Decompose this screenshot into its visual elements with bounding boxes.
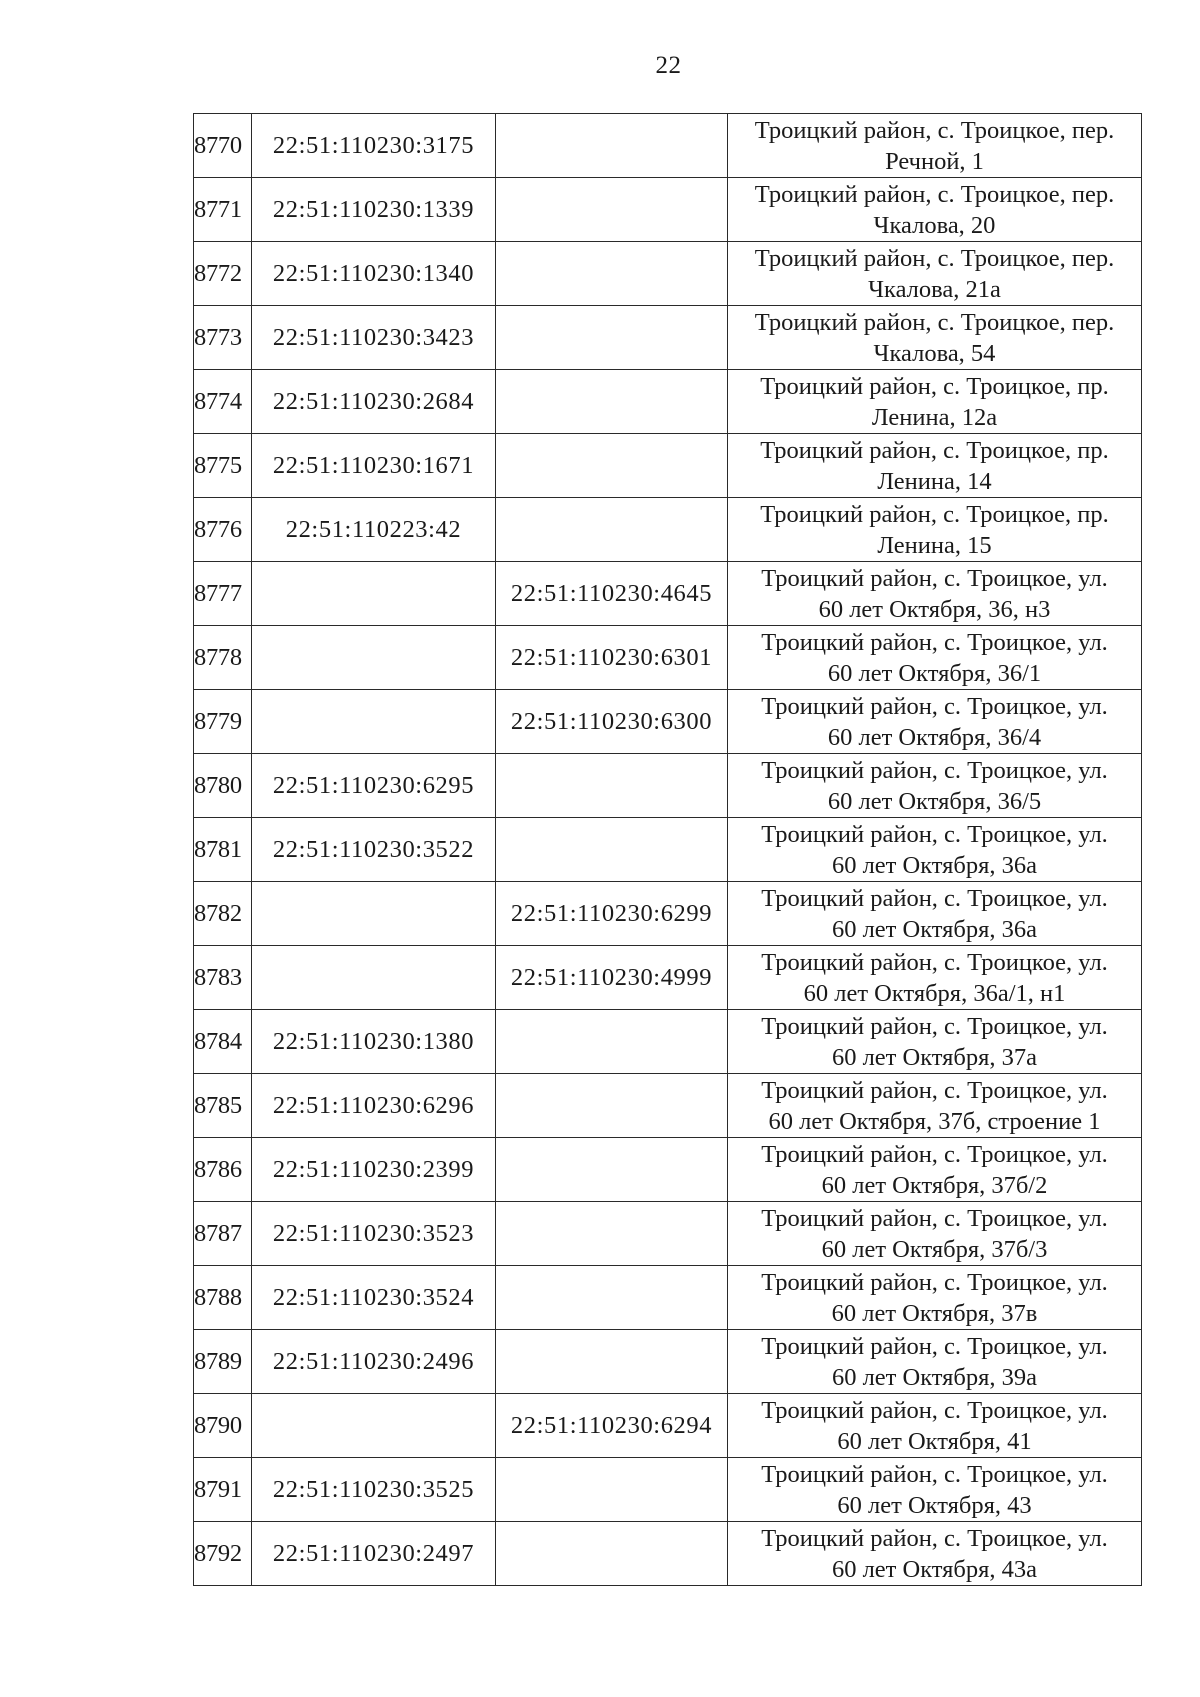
row-number-cell: 8770 [194,114,252,178]
address-line-2: 60 лет Октября, 36, н3 [818,595,1051,623]
land-cadastral-number-cell [252,1394,496,1458]
land-cadastral-number-cell [252,882,496,946]
address-cell [728,1394,1142,1458]
table-row [194,498,1142,562]
table-row [194,1074,1142,1138]
row-number-cell: 8778 [194,626,252,690]
address-cell [728,882,1142,946]
land-cadastral-number-cell [252,562,496,626]
address-cell [728,626,1142,690]
land-cadastral-number-cell: 22:51:110230:6295 [252,754,496,818]
object-cadastral-number-cell: 22:51:110230:6299 [496,882,728,946]
object-cadastral-number-cell [496,1202,728,1266]
land-cadastral-number-cell: 22:51:110230:1380 [252,1010,496,1074]
object-cadastral-number-cell [496,818,728,882]
land-cadastral-number-cell: 22:51:110230:3524 [252,1266,496,1330]
address-line-2: 60 лет Октября, 37б/3 [821,1235,1048,1263]
row-number-cell: 8784 [194,1010,252,1074]
address-cell [728,1138,1142,1202]
address-line-2: 60 лет Октября, 37а [831,1043,1038,1071]
table-row [194,626,1142,690]
address-line-1: Троицкий район, с. Троицкое, ул. [761,948,1108,976]
address-line-2: Речной, 1 [885,147,984,175]
table-row [194,178,1142,242]
address-line-2: Чкалова, 21а [868,275,1001,303]
address-cell [728,690,1142,754]
table-row [194,1458,1142,1522]
address-line-2: 60 лет Октября, 36/5 [827,787,1042,815]
land-cadastral-number-cell [252,690,496,754]
address-line-2: 60 лет Октября, 37в [831,1299,1038,1327]
land-cadastral-number-cell [252,946,496,1010]
address-line-1: Троицкий район, с. Троицкое, ул. [761,884,1108,912]
address-cell [728,946,1142,1010]
address-line-2: 60 лет Октября, 36/4 [827,723,1042,751]
row-number-cell: 8782 [194,882,252,946]
address-cell [728,754,1142,818]
row-number-cell: 8781 [194,818,252,882]
address-line-1: Троицкий район, с. Троицкое, пр. [760,436,1109,464]
address-line-2: 60 лет Октября, 36а/1, н1 [803,979,1066,1007]
land-cadastral-number-cell: 22:51:110230:3175 [252,114,496,178]
address-line-1: Троицкий район, с. Троицкое, пр. [760,372,1109,400]
object-cadastral-number-cell: 22:51:110230:6300 [496,690,728,754]
land-cadastral-number-cell: 22:51:110230:2399 [252,1138,496,1202]
row-number-cell: 8785 [194,1074,252,1138]
address-line-2: 60 лет Октября, 37б, строение 1 [768,1107,1101,1135]
table-row [194,242,1142,306]
address-line-1: Троицкий район, с. Троицкое, ул. [761,1460,1108,1488]
row-number-cell: 8773 [194,306,252,370]
address-line-2: 60 лет Октября, 36а [831,915,1038,943]
land-cadastral-number-cell: 22:51:110230:2496 [252,1330,496,1394]
address-line-2: 60 лет Октября, 43а [831,1555,1038,1583]
land-cadastral-number-cell: 22:51:110230:6296 [252,1074,496,1138]
address-line-2: Ленина, 14 [877,467,992,495]
object-cadastral-number-cell: 22:51:110230:6301 [496,626,728,690]
address-line-2: 60 лет Октября, 36/1 [827,659,1042,687]
table-row [194,434,1142,498]
object-cadastral-number-cell: 22:51:110230:4999 [496,946,728,1010]
address-cell [728,242,1142,306]
address-line-1: Троицкий район, с. Троицкое, ул. [761,692,1108,720]
address-cell [728,1522,1142,1586]
address-cell [728,370,1142,434]
address-line-1: Троицкий район, с. Троицкое, пер. [754,180,1115,208]
row-number-cell: 8788 [194,1266,252,1330]
land-cadastral-number-cell: 22:51:110230:3423 [252,306,496,370]
address-cell [728,114,1142,178]
property-registry-table [193,113,1142,1586]
object-cadastral-number-cell [496,1522,728,1586]
table-row [194,1266,1142,1330]
object-cadastral-number-cell [496,498,728,562]
address-cell [728,1266,1142,1330]
object-cadastral-number-cell [496,754,728,818]
row-number-cell: 8772 [194,242,252,306]
registry-table-body [194,114,1142,1586]
address-cell [728,818,1142,882]
table-row [194,1138,1142,1202]
table-row [194,1010,1142,1074]
address-line-1: Троицкий район, с. Троицкое, пер. [754,116,1115,144]
address-line-2: 60 лет Октября, 37б/2 [821,1171,1048,1199]
object-cadastral-number-cell: 22:51:110230:6294 [496,1394,728,1458]
address-cell [728,1074,1142,1138]
table-row [194,754,1142,818]
row-number-cell: 8780 [194,754,252,818]
table-row [194,690,1142,754]
land-cadastral-number-cell [252,626,496,690]
address-cell [728,306,1142,370]
table-row [194,946,1142,1010]
object-cadastral-number-cell [496,1138,728,1202]
table-row [194,882,1142,946]
address-line-2: 60 лет Октября, 39а [831,1363,1038,1391]
object-cadastral-number-cell [496,114,728,178]
land-cadastral-number-cell: 22:51:110230:3525 [252,1458,496,1522]
row-number-cell: 8779 [194,690,252,754]
land-cadastral-number-cell: 22:51:110230:2684 [252,370,496,434]
table-row [194,370,1142,434]
row-number-cell: 8786 [194,1138,252,1202]
object-cadastral-number-cell [496,370,728,434]
land-cadastral-number-cell: 22:51:110230:1339 [252,178,496,242]
object-cadastral-number-cell [496,1330,728,1394]
object-cadastral-number-cell [496,1074,728,1138]
address-cell [728,1330,1142,1394]
table-row [194,1394,1142,1458]
address-line-2: 60 лет Октября, 36а [831,851,1038,879]
address-line-1: Троицкий район, с. Троицкое, ул. [761,756,1108,784]
row-number-cell: 8776 [194,498,252,562]
address-cell [728,1202,1142,1266]
land-cadastral-number-cell: 22:51:110230:1340 [252,242,496,306]
object-cadastral-number-cell [496,242,728,306]
address-line-1: Троицкий район, с. Троицкое, ул. [761,1204,1108,1232]
land-cadastral-number-cell: 22:51:110230:3523 [252,1202,496,1266]
address-line-1: Троицкий район, с. Троицкое, пр. [760,500,1109,528]
address-cell [728,1458,1142,1522]
address-line-1: Троицкий район, с. Троицкое, ул. [761,1012,1108,1040]
address-line-2: 60 лет Октября, 43 [837,1491,1032,1519]
address-cell [728,498,1142,562]
address-cell [728,178,1142,242]
table-row [194,1330,1142,1394]
row-number-cell: 8791 [194,1458,252,1522]
address-line-1: Троицкий район, с. Троицкое, пер. [754,308,1115,336]
row-number-cell: 8787 [194,1202,252,1266]
object-cadastral-number-cell [496,1458,728,1522]
address-line-1: Троицкий район, с. Троицкое, ул. [761,628,1108,656]
object-cadastral-number-cell [496,434,728,498]
address-cell [728,434,1142,498]
object-cadastral-number-cell [496,306,728,370]
table-row [194,1202,1142,1266]
address-line-1: Троицкий район, с. Троицкое, ул. [761,1332,1108,1360]
table-row [194,114,1142,178]
object-cadastral-number-cell [496,1266,728,1330]
object-cadastral-number-cell [496,1010,728,1074]
row-number-cell: 8777 [194,562,252,626]
address-line-1: Троицкий район, с. Троицкое, ул. [761,1140,1108,1168]
row-number-cell: 8774 [194,370,252,434]
row-number-cell: 8789 [194,1330,252,1394]
address-line-2: 60 лет Октября, 41 [837,1427,1032,1455]
address-line-2: Чкалова, 20 [873,211,996,239]
page-number: 22 [655,52,682,79]
address-line-2: Ленина, 12а [871,403,998,431]
land-cadastral-number-cell: 22:51:110230:2497 [252,1522,496,1586]
row-number-cell: 8783 [194,946,252,1010]
row-number-cell: 8790 [194,1394,252,1458]
address-line-2: Чкалова, 54 [873,339,996,367]
land-cadastral-number-cell: 22:51:110223:42 [252,498,496,562]
row-number-cell: 8792 [194,1522,252,1586]
table-row [194,306,1142,370]
object-cadastral-number-cell: 22:51:110230:4645 [496,562,728,626]
table-row [194,1522,1142,1586]
address-cell [728,562,1142,626]
address-line-1: Троицкий район, с. Троицкое, ул. [761,1076,1108,1104]
address-line-2: Ленина, 15 [877,531,992,559]
address-cell [728,1010,1142,1074]
address-line-1: Троицкий район, с. Троицкое, ул. [761,564,1108,592]
object-cadastral-number-cell [496,178,728,242]
table-row [194,562,1142,626]
address-line-1: Троицкий район, с. Троицкое, ул. [761,1396,1108,1424]
land-cadastral-number-cell: 22:51:110230:3522 [252,818,496,882]
table-row [194,818,1142,882]
address-line-1: Троицкий район, с. Троицкое, пер. [754,244,1115,272]
address-line-1: Троицкий район, с. Троицкое, ул. [761,1524,1108,1552]
address-line-1: Троицкий район, с. Троицкое, ул. [761,1268,1108,1296]
row-number-cell: 8775 [194,434,252,498]
row-number-cell: 8771 [194,178,252,242]
land-cadastral-number-cell: 22:51:110230:1671 [252,434,496,498]
address-line-1: Троицкий район, с. Троицкое, ул. [761,820,1108,848]
